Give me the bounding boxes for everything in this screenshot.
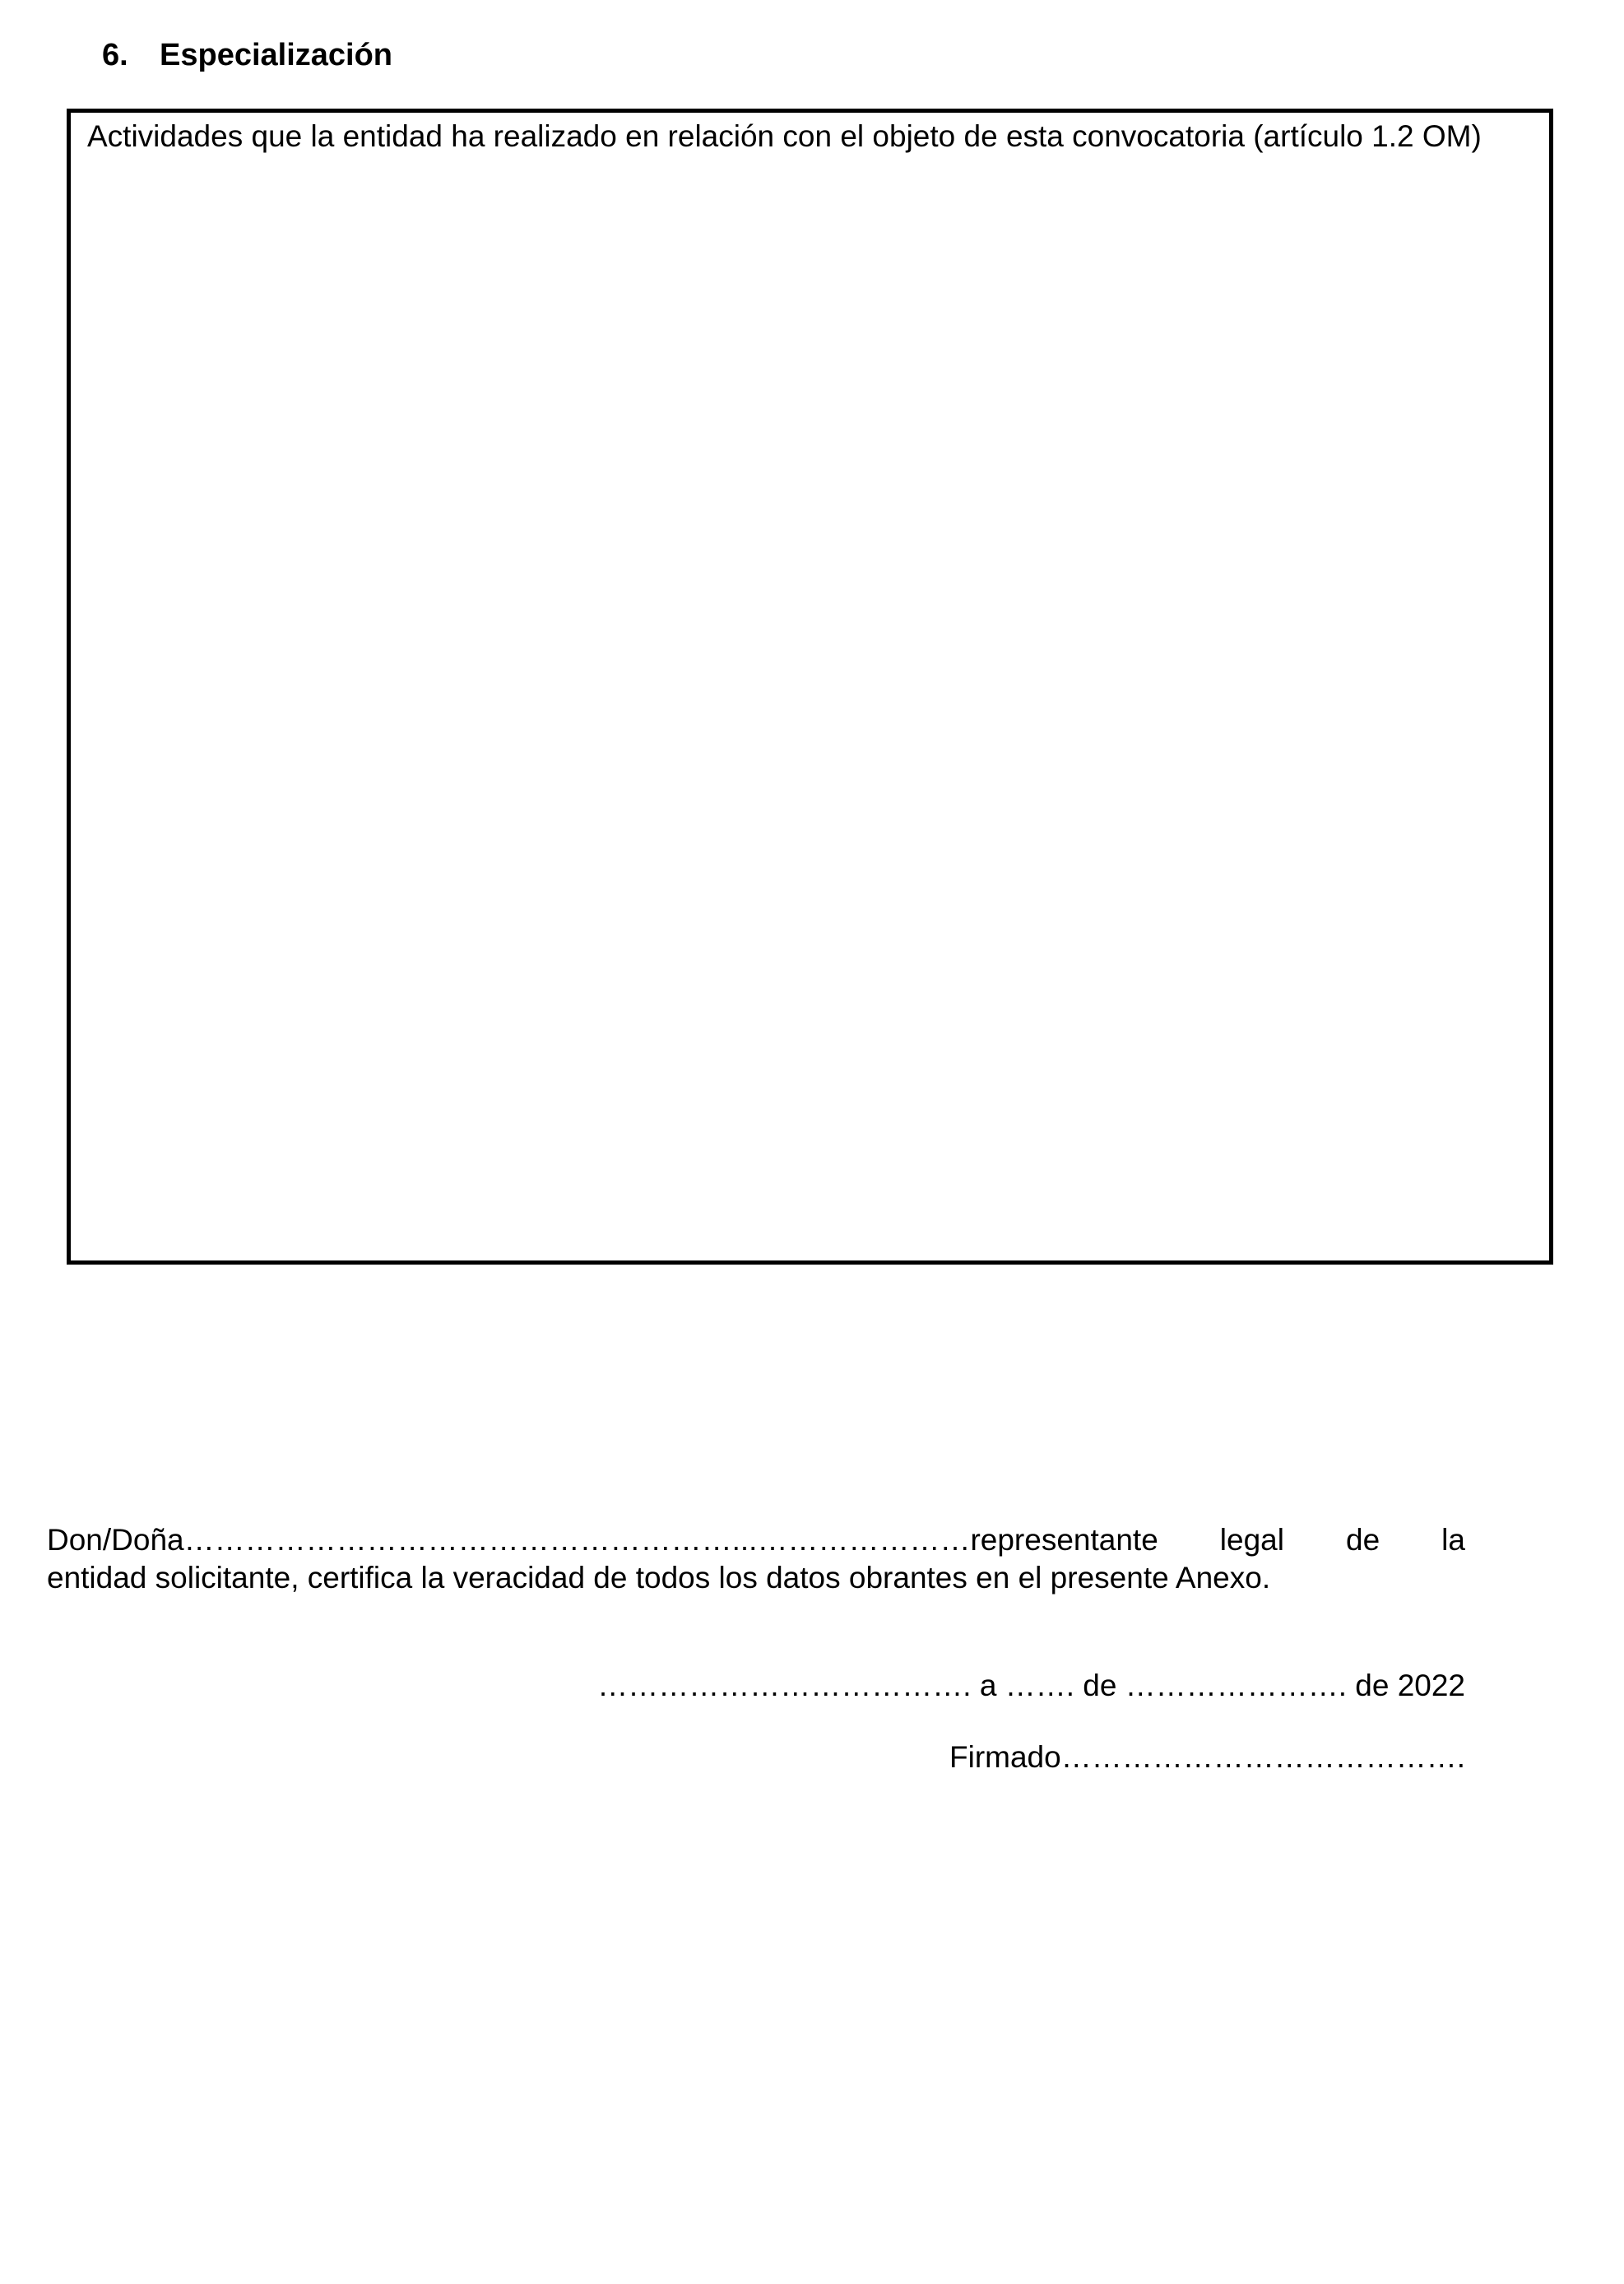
section-number: 6. — [102, 38, 128, 72]
signature-line[interactable]: Firmado…………………………………. — [949, 1740, 1465, 1774]
certification-line-2: entidad solicitante, certifica la veracidad de todos los datos obrantes en el presente Anexo. — [47, 1561, 1271, 1595]
certification-word-la: la — [1441, 1523, 1465, 1557]
name-blank-representante[interactable]: Don/Doña………………………………………………...…………………representante — [47, 1523, 1158, 1557]
place-date-line[interactable]: ………………………………. a ……. de …………………. de 2022 — [597, 1669, 1465, 1702]
section-heading — [102, 36, 392, 74]
certification-statement — [47, 1521, 1465, 1597]
section-title: Especialización — [160, 38, 393, 72]
certification-word-de: de — [1346, 1523, 1380, 1557]
activities-box[interactable] — [67, 109, 1553, 1265]
activities-label: Actividades que la entidad ha realizado en relación con el objeto de esta convocatoria (artículo 1.2 OM) — [87, 119, 1482, 153]
certification-line-1 — [47, 1521, 1465, 1559]
certification-word-legal: legal — [1219, 1523, 1284, 1557]
